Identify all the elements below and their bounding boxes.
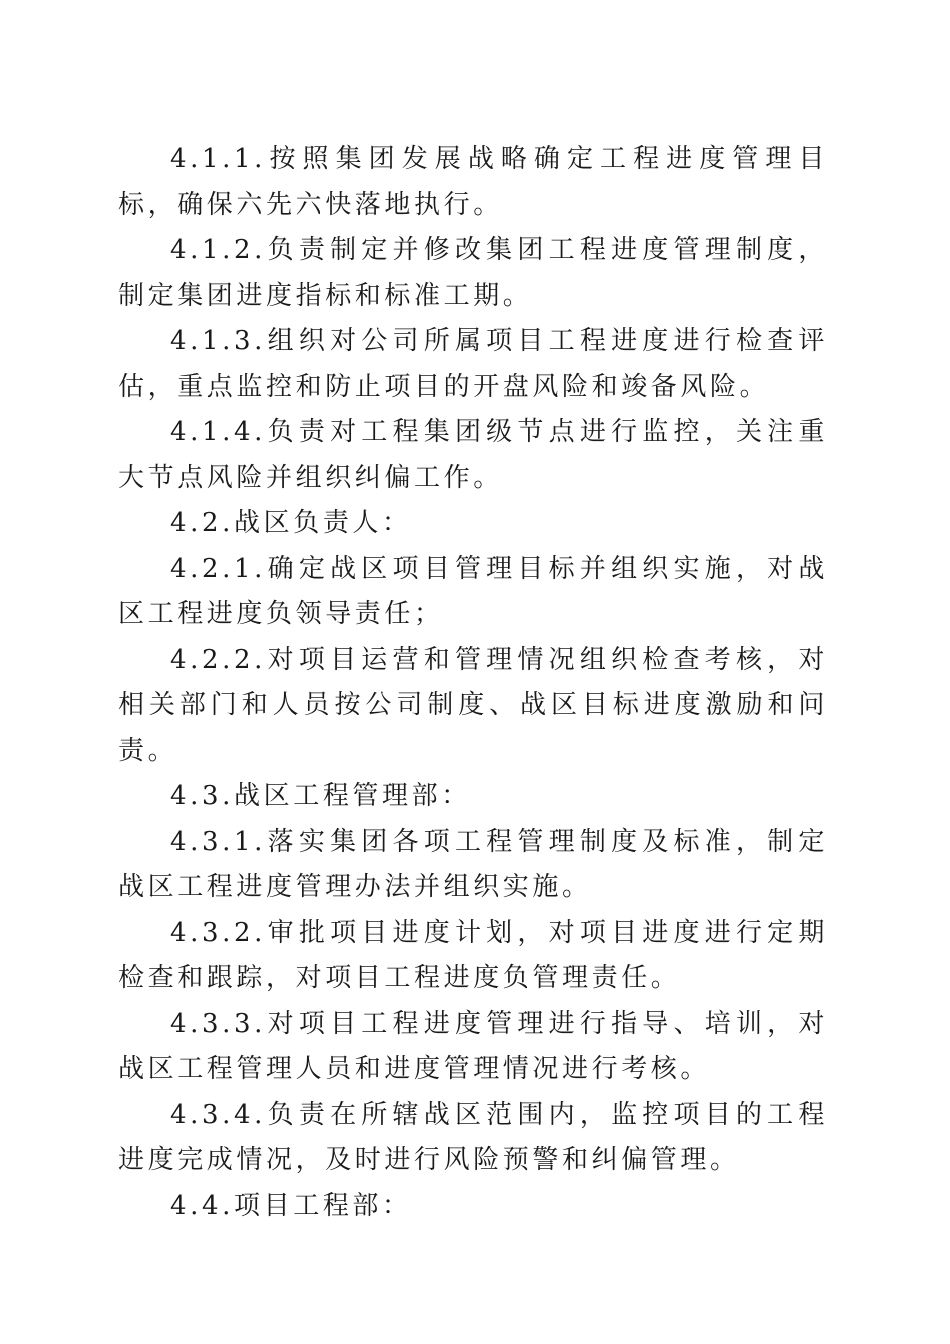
paragraph-4-1-2: 4.1.2.负责制定并修改集团工程进度管理制度，制定集团进度指标和标准工期。 bbox=[118, 235, 828, 311]
paragraph-4-3-1: 4.3.1.落实集团各项工程管理制度及标准，制定战区工程进度管理办法并组织实施。 bbox=[118, 826, 828, 902]
document-body bbox=[118, 137, 828, 1229]
section-heading-4-2: 4.2.战区负责人： bbox=[170, 508, 412, 538]
paragraph-4-2-2: 4.2.2.对项目运营和管理情况组织检查考核，对相关部门和人员按公司制度、战区目标进度激励和问责。 bbox=[118, 644, 828, 766]
paragraph-4-3-4: 4.3.4.负责在所辖战区范围内，监控项目的工程进度完成情况，及时进行风险预警和纠偏管理。 bbox=[118, 1099, 828, 1175]
section-heading-4-3: 4.3.战区工程管理部： bbox=[170, 781, 471, 811]
paragraph-4-3-2: 4.3.2.审批项目进度计划，对项目进度进行定期检查和跟踪，对项目工程进度负管理责任。 bbox=[118, 917, 828, 993]
paragraph-4-2-1: 4.2.1.确定战区项目管理目标并组织实施，对战区工程进度负领导责任； bbox=[118, 553, 828, 629]
paragraph-4-3-3: 4.3.3.对项目工程进度管理进行指导、培训，对战区工程管理人员和进度管理情况进行考核。 bbox=[118, 1008, 828, 1084]
paragraph-4-1-4: 4.1.4.负责对工程集团级节点进行监控，关注重大节点风险并组织纠偏工作。 bbox=[118, 417, 828, 493]
section-heading-4-4: 4.4.项目工程部： bbox=[170, 1190, 412, 1221]
paragraph-4-1-3: 4.1.3.组织对公司所属项目工程进度进行检查评估，重点监控和防止项目的开盘风险和竣备风险。 bbox=[118, 326, 828, 402]
paragraph-4-1-1: 4.1.1.按照集团发展战略确定工程进度管理目标，确保六先六快落地执行。 bbox=[118, 144, 828, 220]
